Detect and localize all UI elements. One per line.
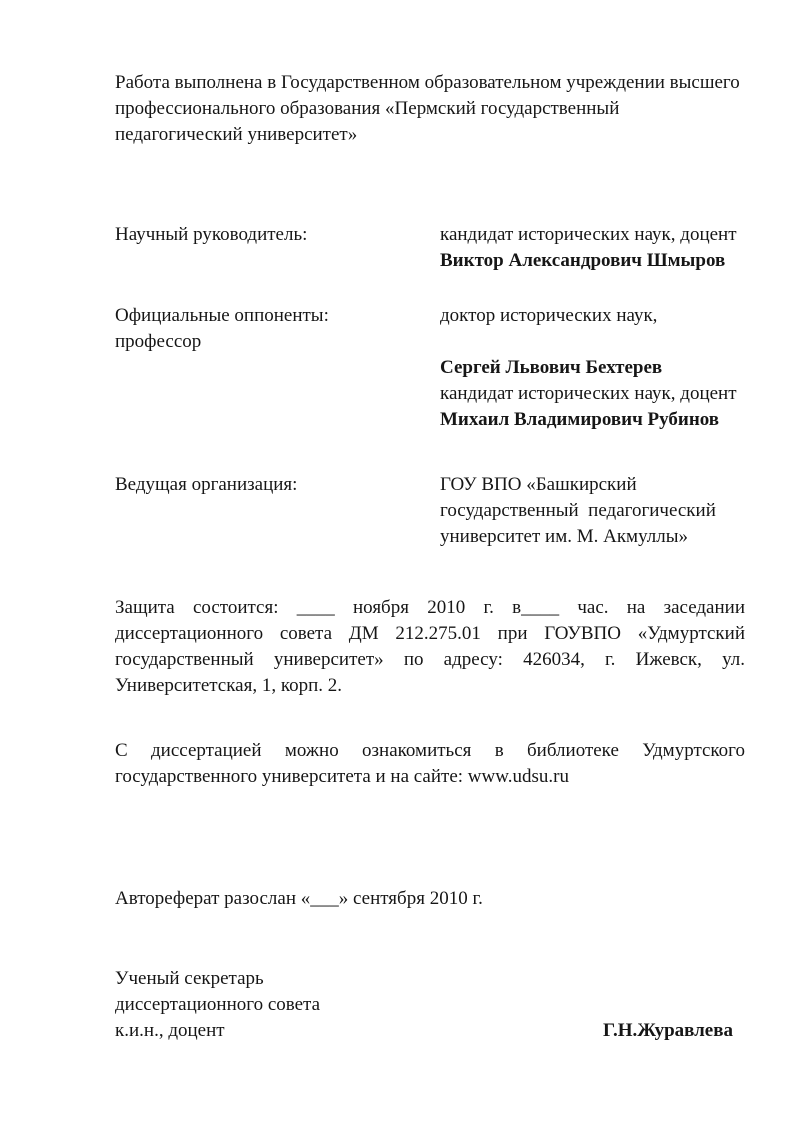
secretary-name: Г.Н.Журавлева [603,1020,733,1041]
supervisor-degree: кандидат исторических наук, доцент [440,224,737,245]
opponent1-name: Сергей Львович Бехтерев [440,357,663,378]
supervisor-section [115,222,745,274]
secretary-title-block [115,966,320,1044]
document-content [115,70,745,1044]
affiliation-line: Работа выполнена в Государственном образовательном учреждении высшего [115,72,740,93]
defense-line: Университетская, 1, корп. 2. [115,675,343,696]
abstract-sent-line: Автореферат разослан «___» сентября 2010 г. [115,888,483,909]
opponent1-degree: доктор исторических наук, [440,305,658,326]
leading-org-line: государственный педагогический [440,500,716,521]
affiliation-line: педагогический университет» [115,124,358,145]
opponents-value [440,303,745,433]
opponents-label-block [115,303,440,355]
opponents-label: Официальные оппоненты: [115,305,329,326]
library-paragraph [115,738,745,790]
library-line: государственного университета и на сайте: www.udsu.ru [115,766,569,787]
secretary-section [115,966,745,1044]
opponent2-name: Михаил Владимирович Рубинов [440,409,720,430]
leading-org-section [115,472,745,550]
library-line: С диссертацией можно ознакомиться в библиотеке Удмуртского [115,740,745,761]
defense-line: диссертационного совета ДМ 212.275.01 при ГОУВПО «Удмуртский [115,623,745,644]
opponents-label-professor: профессор [115,331,202,352]
leading-org-line: ГОУ ВПО «Башкирский [440,474,637,495]
secretary-title-line: к.и.н., доцент [115,1020,225,1041]
opponent2-degree: кандидат исторических наук, доцент [440,383,737,404]
abstract-sent-section [115,886,745,912]
affiliation-line: профессионального образования «Пермский государственный [115,98,620,119]
defense-line: государственный университет» по адресу: 426034, г. Ижевск, ул. [115,649,745,670]
affiliation-paragraph [115,70,745,148]
defense-line: Защита состоится: ____ ноября 2010 г. в____ час. на заседании [115,597,745,618]
secretary-title-line: Ученый секретарь [115,968,264,989]
leading-org-label: Ведущая организация: [115,474,298,495]
secretary-title-line: диссертационного совета [115,994,321,1015]
supervisor-name: Виктор Александрович Шмыров [440,250,726,271]
leading-org-value [440,472,745,550]
leading-org-line: университет им. М. Акмуллы» [440,526,688,547]
opponents-section [115,303,745,433]
blank-line [440,329,745,355]
defense-paragraph [115,595,745,699]
supervisor-label: Научный руководитель: [115,224,308,245]
supervisor-value [440,222,745,274]
